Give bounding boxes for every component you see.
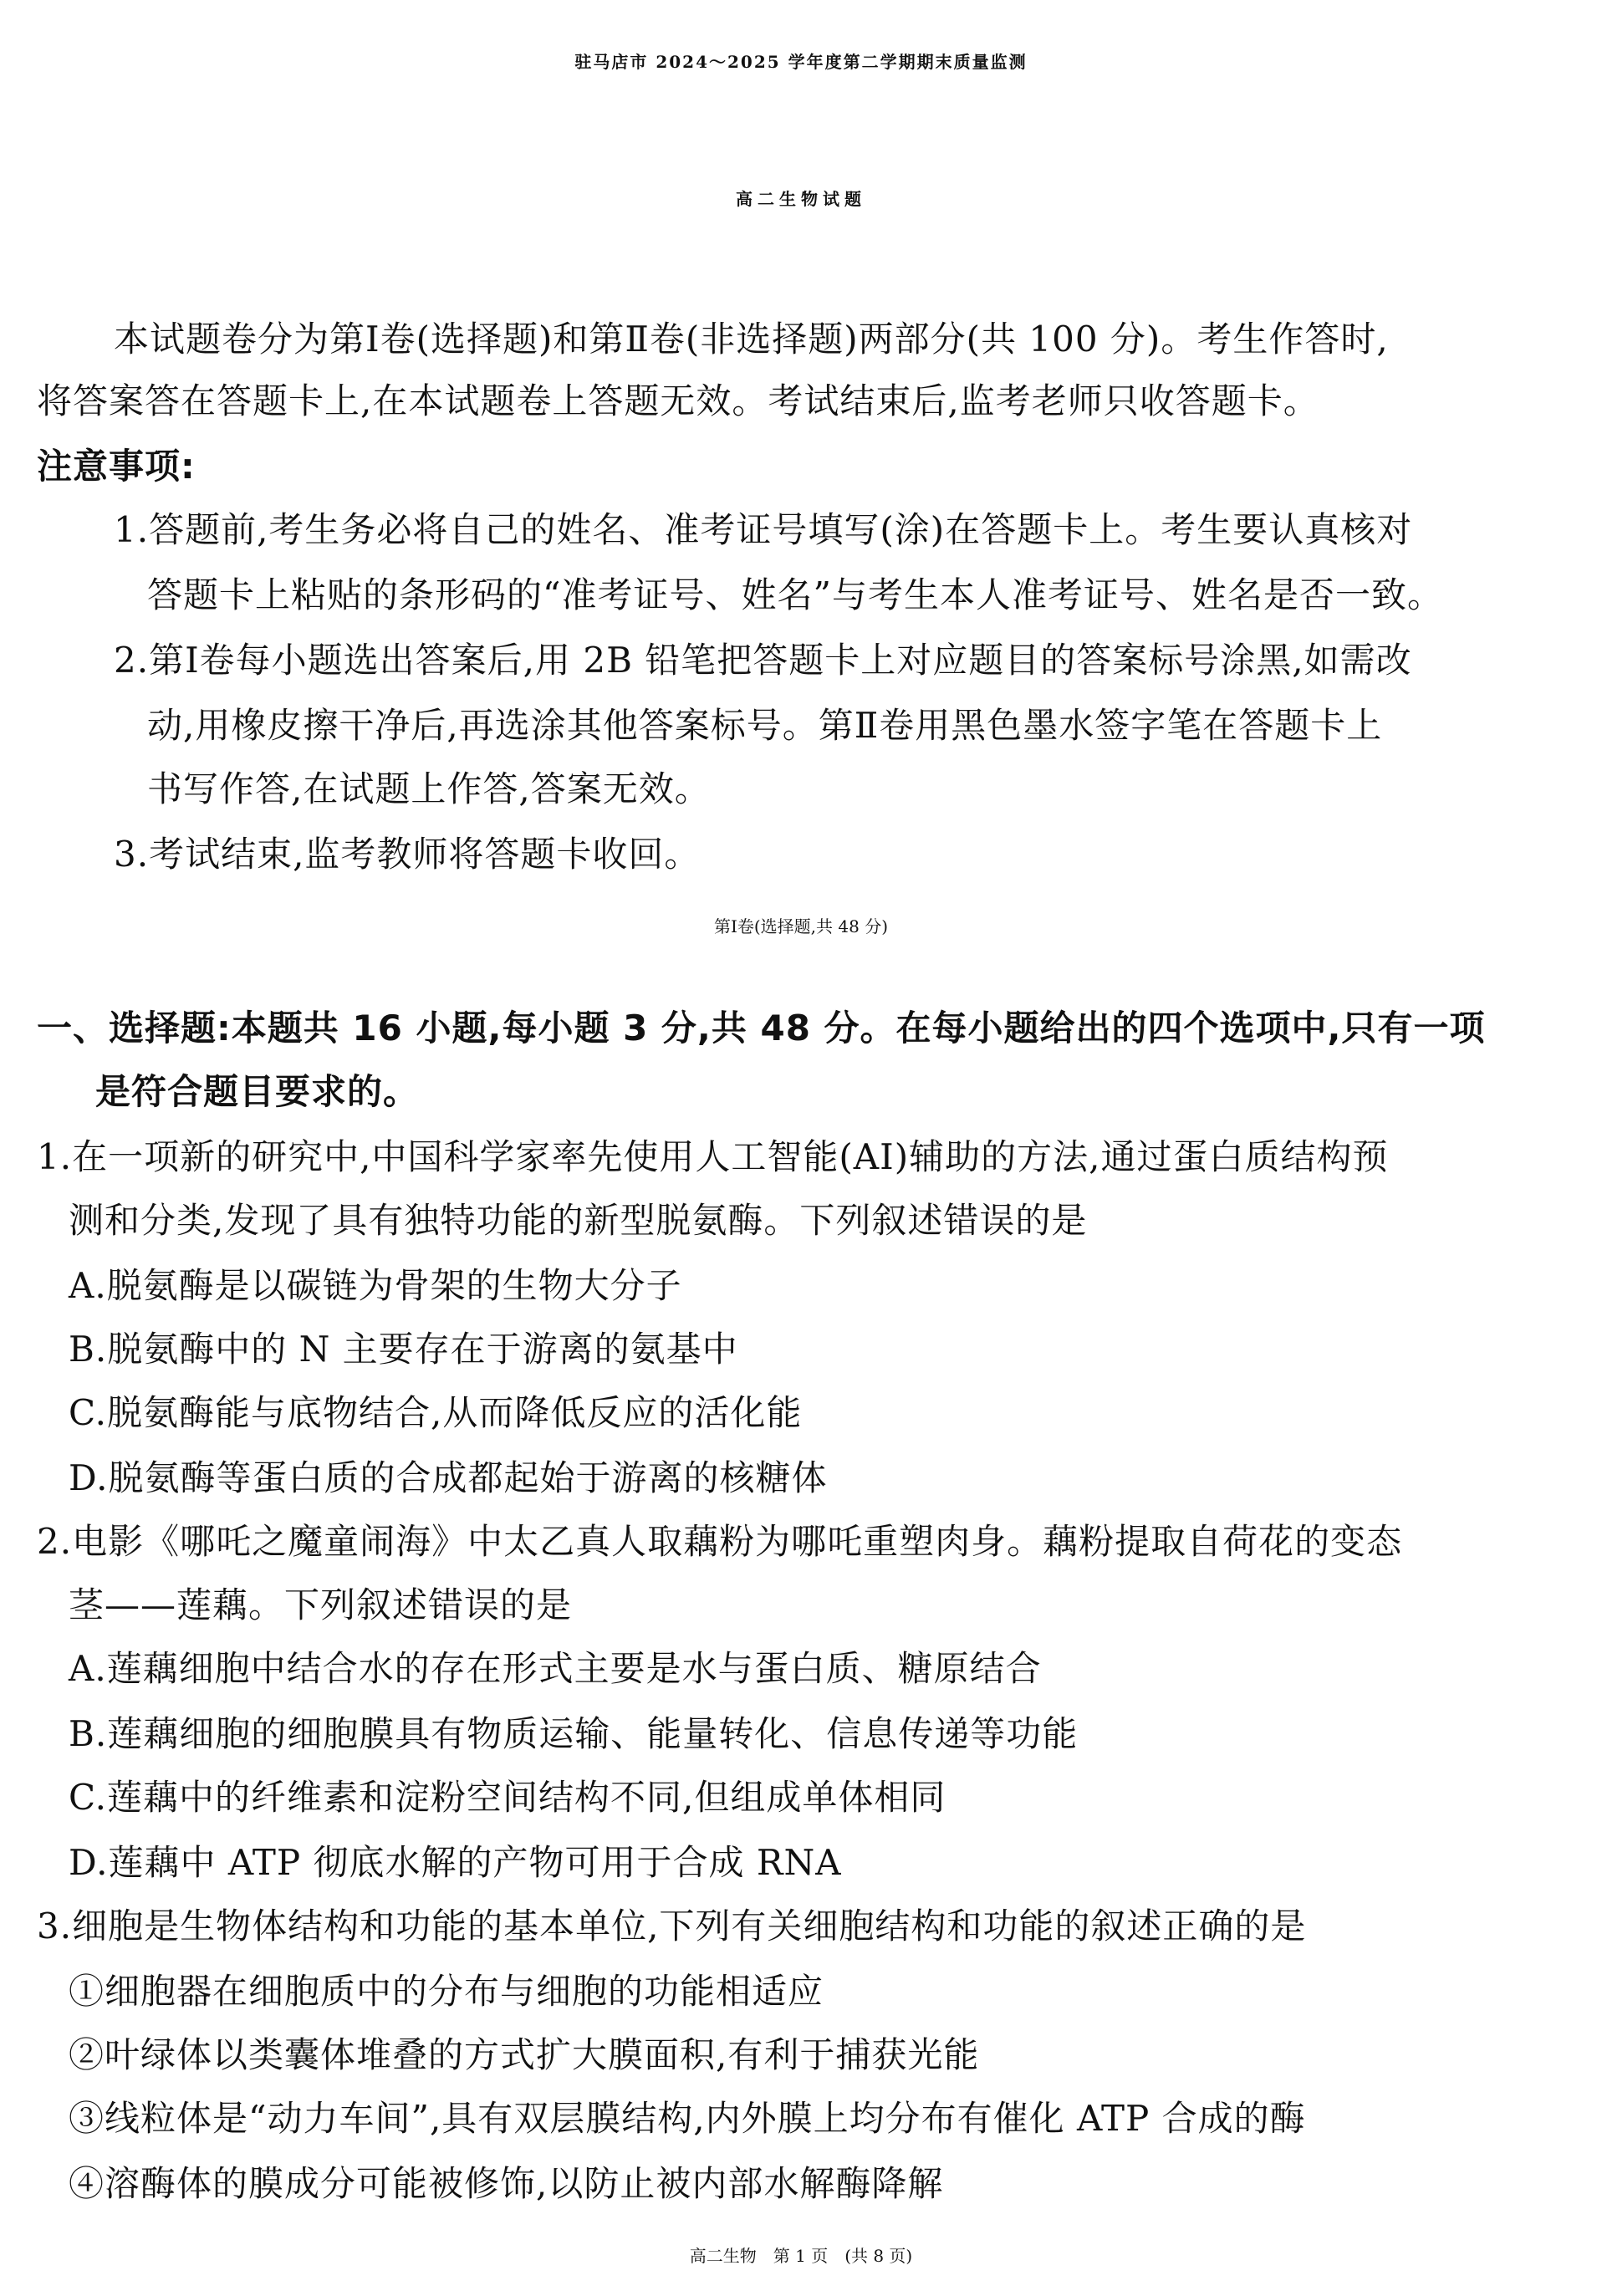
q1-stem-line-1: 1.在一项新的研究中,中国科学家率先使用人工智能(AI)辅助的方法,通过蛋白质结构预 — [37, 1136, 1389, 1177]
q3-statement-3: ③线粒体是“动力车间”,具有双层膜结构,内外膜上均分布有催化 ATP 合成的酶 — [69, 2098, 1306, 2139]
notice-item-2-line-1: 2.第Ⅰ卷每小题选出答案后,用 2B 铅笔把答题卡上对应题目的答案标号涂黑,如需改 — [114, 640, 1412, 681]
q1-option-c: C.脱氨酶能与底物结合,从而降低反应的活化能 — [69, 1392, 803, 1433]
notice-item-3-line-1: 3.考试结束,监考教师将答题卡收回。 — [114, 834, 701, 875]
q2-option-d: D.莲藕中 ATP 彻底水解的产物可用于合成 RNA — [69, 1842, 842, 1883]
notice-item-2-line-3: 书写作答,在试题上作答,答案无效。 — [147, 768, 711, 809]
exam-title: 驻马店市 2024～2025 学年度第二学期期末质量监测 — [574, 52, 1028, 72]
page-footer: 高二生物 第 1 页 (共 8 页) — [689, 2246, 913, 2266]
section-title: 第Ⅰ卷(选择题,共 48 分) — [713, 916, 889, 936]
notice-item-1-line-2: 答题卡上粘贴的条形码的“准考证号、姓名”与考生本人准考证号、姓名是否一致。 — [147, 574, 1443, 615]
section-instruction-line-1: 一、选择题:本题共 16 小题,每小题 3 分,共 48 分。在每小题给出的四个选项中,只有一项 — [37, 1008, 1486, 1049]
q3-statement-2: ②叶绿体以类囊体堆叠的方式扩大膜面积,有利于捕获光能 — [69, 2034, 980, 2075]
q1-option-a: A.脱氨酶是以碳链为骨架的生物大分子 — [69, 1265, 682, 1306]
q1-stem-line-2: 测和分类,发现了具有独特功能的新型脱氨酶。下列叙述错误的是 — [69, 1200, 1088, 1241]
q3-stem-line-1: 3.细胞是生物体结构和功能的基本单位,下列有关细胞结构和功能的叙述正确的是 — [37, 1906, 1307, 1946]
q3-statement-4: ④溶酶体的膜成分可能被修饰,以防止被内部水解酶降解 — [69, 2163, 944, 2204]
section-instruction-line-2: 是符合题目要求的。 — [95, 1071, 420, 1112]
q1-option-d: D.脱氨酶等蛋白质的合成都起始于游离的核糖体 — [69, 1457, 828, 1498]
q2-stem-line-2: 茎——莲藕。下列叙述错误的是 — [69, 1584, 573, 1625]
q2-option-a: A.莲藕细胞中结合水的存在形式主要是水与蛋白质、糖原结合 — [69, 1648, 1042, 1689]
notice-item-1-line-1: 1.答题前,考生务必将自己的姓名、准考证号填写(涂)在答题卡上。考生要认真核对 — [114, 509, 1413, 550]
q2-stem-line-1: 2.电影《哪吒之魔童闹海》中太乙真人取藕粉为哪吒重塑肉身。藕粉提取自荷花的变态 — [37, 1521, 1403, 1562]
q2-option-b: B.莲藕细胞的细胞膜具有物质运输、能量转化、信息传递等功能 — [69, 1713, 1079, 1754]
q2-option-c: C.莲藕中的纤维素和淀粉空间结构不同,但组成单体相同 — [69, 1777, 946, 1818]
q1-option-b: B.脱氨酶中的 N 主要存在于游离的氨基中 — [69, 1329, 738, 1370]
q3-statement-1: ①细胞器在细胞质中的分布与细胞的功能相适应 — [69, 1971, 824, 2012]
subject-title: 高二生物试题 — [736, 189, 866, 209]
intro-line-1: 本试题卷分为第Ⅰ卷(选择题)和第Ⅱ卷(非选择题)两部分(共 100 分)。考生作答时, — [114, 319, 1389, 360]
notice-title: 注意事项: — [37, 446, 196, 487]
intro-line-2: 将答案答在答题卡上,在本试题卷上答题无效。考试结束后,监考老师只收答题卡。 — [37, 380, 1319, 421]
notice-item-2-line-2: 动,用橡皮擦干净后,再选涂其他答案标号。第Ⅱ卷用黑色墨水签字笔在答题卡上 — [147, 705, 1383, 746]
